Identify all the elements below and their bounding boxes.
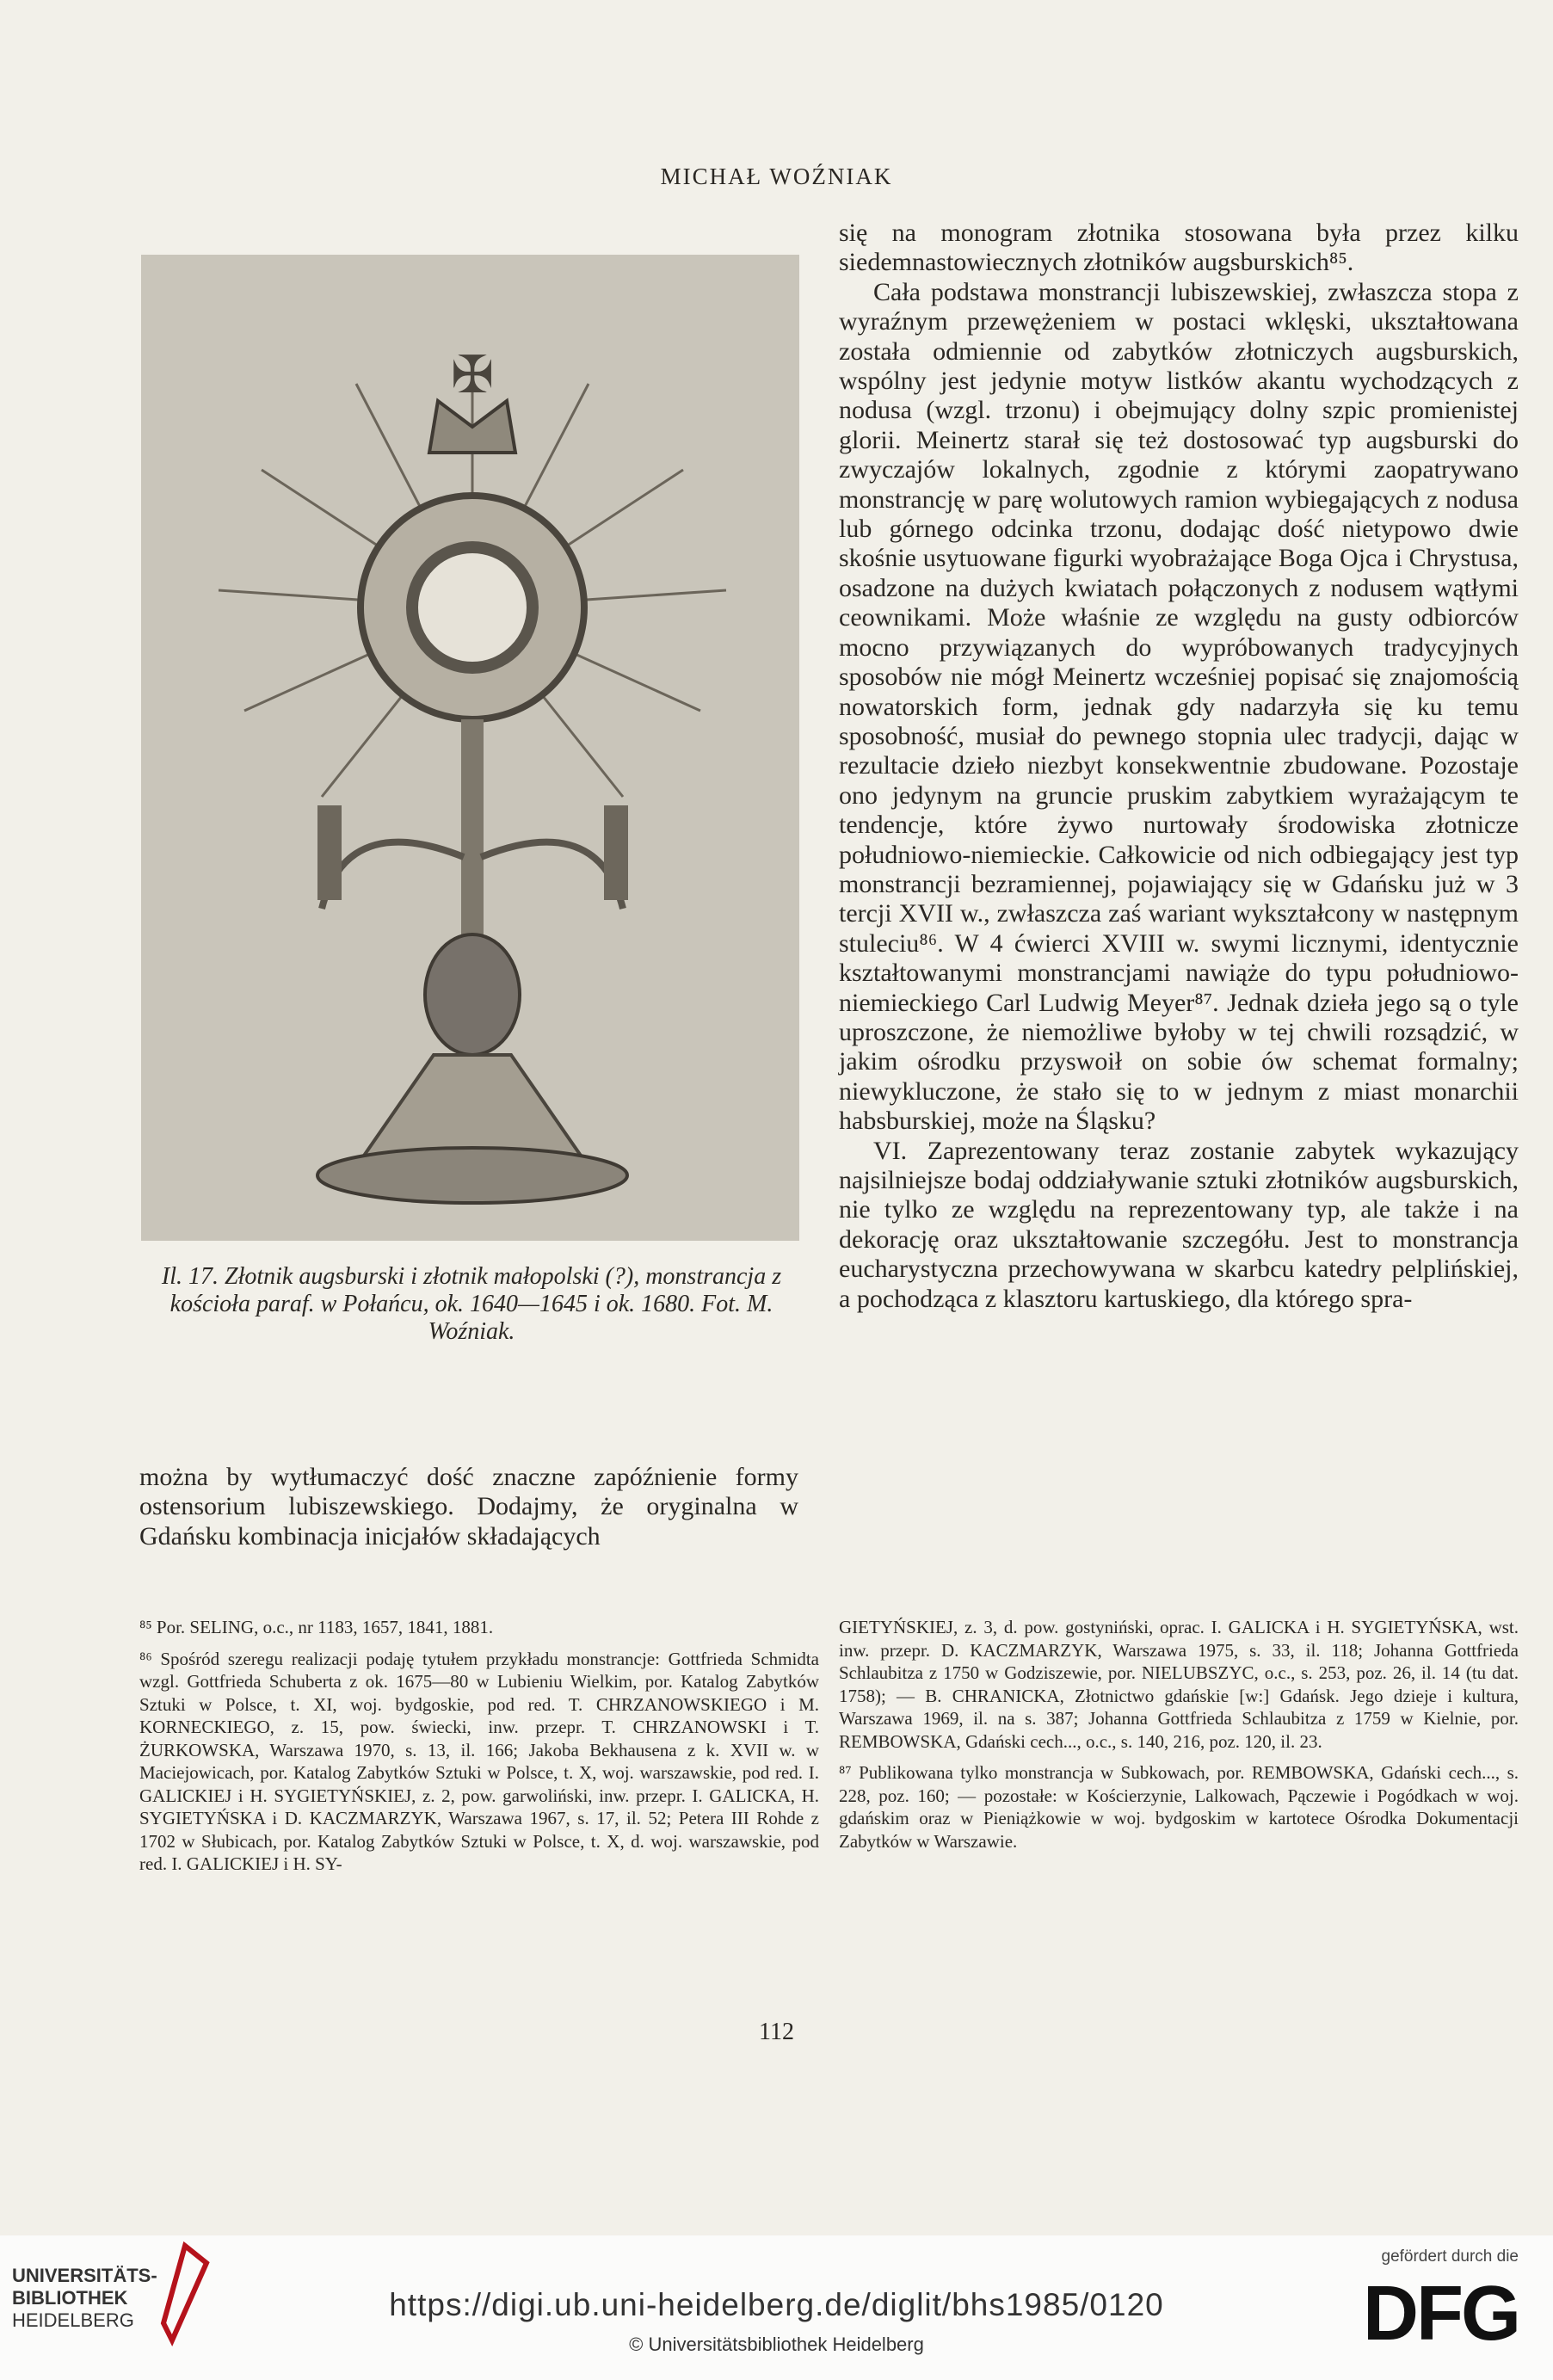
footnote-85: ⁸⁵ Por. SELING, o.c., nr 1183, 1657, 1841, 1881. bbox=[139, 1617, 494, 1637]
paragraph: VI. Zaprezentowany teraz zostanie zabytek wykazujący najsilniejsze bodaj oddziaływanie sztuki złotników augsburskich, nie tylko ze względu na reprezentowany typ, ale także i na dekorację oraz ukształtowanie szczegółu. Jest to monstrancja eucharystyczna przechowywana w skarbcu katedry pelplińskiej, a pochodząca z klasztoru kartuskiego, dla którego spra- bbox=[839, 1136, 1519, 1313]
monstrance-photograph bbox=[141, 255, 799, 1241]
footnote-86: ⁸⁶ Spośród szeregu realizacji podaję tytułem przykładu monstrancje: Gottfrieda Schmidta wzgl. Gottfrieda Schuberta z ok. 1675—80 w Lubieniu Wielkim, por. Katalog Zabytków Sztuki w Polsce, t. XI, woj. bydgoskie, pod red. T. CHRZANOWSKIEGO i M. KORNECKIEGO, z. 15, pow. świecki, inw. przepr. T. CHRZANOWSKI i T. ŻURKOWSKA, Warszawa 1970, s. 13, il. 166; Jakoba Bekhausena z k. XVII w. w Maciejowicach, por. Katalog Zabytków Sztuki w Polsce, t. X, woj. warszawskie, pod red. I. GALICKIEJ i H. SYGIETYŃSKIEJ, z. 2, pow. garwoliński, inw. przepr. I. GALICKA, H. SYGIETYŃSKA i D. KACZMARZYK, Warszawa 1967, s. 17, il. 52; Petera III Rohde z 1702 w Słubicach, por. Katalog Zabytków Sztuki w Polsce, t. X, d. woj. warszawskie, pod red. I. GALICKIEJ i H. SY- bbox=[139, 1648, 819, 1874]
footnote-87: ⁸⁷ Publikowana tylko monstrancja w Subkowach, por. REMBOWSKA, Gdański cech..., s. 228, poz. 160; — pozostałe: w Kościerzynie, Lalkowach, Pączewie i Pogódkach w woj. gdańskim oraz w Pieniążkowie w woj. bydgoskim w kartotece Ośrodka Dokumentacji Zabytków w Warszawie. bbox=[839, 1762, 1519, 1852]
monstrance-image bbox=[141, 255, 799, 1241]
page-running-title: MICHAŁ WOŹNIAK bbox=[660, 163, 893, 189]
svg-text:✠: ✠ bbox=[450, 345, 495, 405]
funding-note: gefördert durch die bbox=[1381, 2247, 1519, 2266]
library-name-line: BIBLIOTHEK bbox=[12, 2287, 128, 2309]
paragraph: się na monogram złotnika stosowana była przez kilku siedemnastowiecznych złotników augsburskich⁸⁵. bbox=[839, 219, 1519, 277]
library-name-line: UNIVERSITÄTS- bbox=[12, 2265, 157, 2286]
paragraph: Cała podstawa monstrancji lubiszewskiej, zwłaszcza stopa z wyraźnym przewężeniem w postaci wklęski, ukształtowana została odmiennie od zabytków złotniczych augsburskich, wspólny jest jedynie motyw listków akantu wychodzących z nodusa (wzgl. trzonu) i obejmujący dolny szpic promienistej glorii. Meinertz starał się też dostosować typ augsburski do zwyczajów lokalnych, zgodnie z którymi zaopatrywano monstrancję w parę wolutowych ramion wybiegających z nodusa lub górnego odcinka trzonu, dodając dość nietypowo dwie skośnie usytuowane figurki wyobrażające Boga Ojca i Chrystusa, osadzone na dużych kwiatach połączonych z nodusem wątłymi ceownikami. Może właśnie ze względu na gusty odbiorców mocno przywiązanych do wypróbowanych tradycyjnych sposobów nie mógł Meinertz wcześniej popisać się znajomością nowatorskich form, jednak gdy nadarzyła się ku temu sposobność, musiał do pewnego stopnia ulec tradycji, dając w rezultacie dzieło niezbyt konsekwentnie zbudowane. Pozostaje ono jedynym na gruncie pruskim zabytkiem wyrażającym te tendencje, które żywo nurtowały środowiska złotnicze południowo-niemieckie. Całkowicie od nich odbiegający jest typ monstrancji bezramiennej, pojawiający się w Gdańsku już w 3 tercji XVII w., zwłaszcza zaś wariant wykształcony w następnym stuleciu⁸⁶. W 4 ćwierci XVIII w. swymi licznymi, identycznie kształtowanymi monstrancjami nawiąże do typu południowo-niemieckiego Carl Ludwig Meyer⁸⁷. Jednak dzieła jego są o tyle uproszczone, że niemożliwe byłoby w tej chwili rozsądzić, w jakim ośrodku przyswoił on sobie ów schemat formalny; niewykluczone, że stało się to w jednym z miast monarchii habsburskiej, może na Śląsku? bbox=[839, 277, 1519, 1136]
paragraph: można by wytłumaczyć dość znaczne zapóźnienie formy ostensorium lubiszewskiego. Dodajmy, że oryginalna w Gdańsku kombinacja inicjałów składających bbox=[139, 1463, 798, 1551]
footnote-86-continued: GIETYŃSKIEJ, z. 3, d. pow. gostyniński, oprac. I. GALICKA i H. SYGIETYŃSKA, wst. inw. przepr. D. KACZMARZYK, Warszawa 1975, s. 33, il. 118; Johanna Gottfrieda Schlaubitza z 1750 w Godziszewie, por. NIELUBSZYC, o.c., s. 253, poz. 26, il. 14 (tu dat. 1758); — B. CHRANICKA, Złotnictwo gdańskie [w:] Gdańsk. Jego dzieje i kultura, Warszawa 1969, il. na s. 387; Johanna Gottfrieda Schlaubitza z 1759 w Kielnie, por. REMBOWSKA, Gdański cech..., o.c., s. 140, 216, poz. 120, il. 23. bbox=[839, 1617, 1519, 1752]
footnotes-right bbox=[839, 1616, 1519, 1861]
left-text-column bbox=[139, 1463, 798, 1551]
document-url-link[interactable]: https://digi.ub.uni-heidelberg.de/diglit/bhs1985/0120 bbox=[389, 2287, 1164, 2322]
footer-banner bbox=[0, 2235, 1553, 2380]
library-city: HEIDELBERG bbox=[12, 2309, 134, 2331]
footnotes-left bbox=[139, 1616, 819, 1884]
copyright-notice: © Universitätsbibliothek Heidelberg bbox=[629, 2334, 924, 2355]
dfg-logo[interactable]: DFG bbox=[1363, 2271, 1519, 2357]
page-number: 112 bbox=[759, 2019, 794, 2045]
right-text-column bbox=[839, 219, 1519, 1314]
figure-caption: Il. 17. Złotnik augsburski i złotnik małopolski (?), monstrancja z kościoła paraf. w Połańcu, ok. 1640—1645 i ok. 1680. Fot. M. Woźniak. bbox=[161, 1263, 782, 1345]
